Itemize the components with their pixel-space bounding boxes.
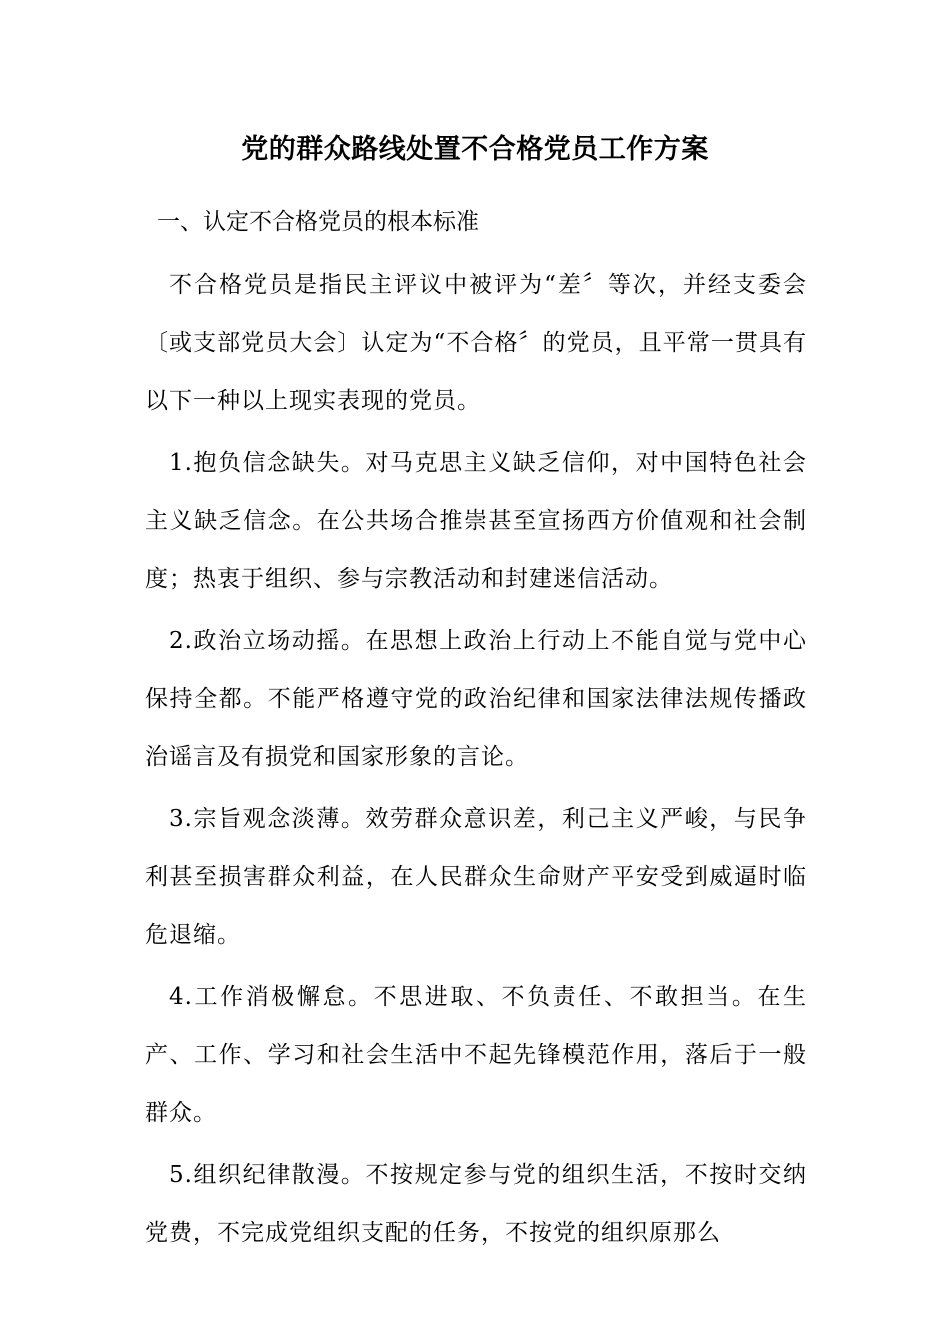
paragraph-intro: 不合格党员是指民主评议中被评为“差〞等次，并经支委会〔或支部党员大会〕认定为“不合格〞的党员，且平常一贯具有以下一种以上现实表现的党员。 [145, 272, 807, 414]
section-heading: 一、认定不合格党员的根本标准 [157, 209, 479, 235]
paragraph-item-1: 1.抱负信念缺失。对马克思主义缺乏信仰，对中国特色社会主义缺乏信念。在公共场合推崇甚至宣扬西方价值观和社会制度；热衷于组织、参与宗教活动和封建迷信活动。 [145, 450, 807, 592]
paragraph-item-3: 3.宗旨观念淡薄。效劳群众意识差，利己主义严峻，与民争利甚至损害群众利益，在人民群众生命财产平安受到威逼时临危退缩。 [145, 806, 807, 948]
paragraph-item-2: 2.政治立场动摇。在思想上政治上行动上不能自觉与党中心保持全都。不能严格遵守党的政治纪律和国家法律法规传播政治谣言及有损党和国家形象的言论。 [145, 628, 807, 770]
paragraph-item-5: 5.组织纪律散漫。不按规定参与党的组织生活，不按时交纳党费，不完成党组织支配的任务，不按党的组织原那么 [145, 1162, 807, 1246]
document-body [145, 200, 807, 1266]
paragraph-item-4: 4.工作消极懈怠。不思进取、不负责任、不敢担当。在生产、工作、学习和社会生活中不起先锋模范作用，落后于一般群众。 [145, 984, 807, 1126]
document-title: 党的群众路线处置不合格党员工作方案 [241, 134, 709, 165]
